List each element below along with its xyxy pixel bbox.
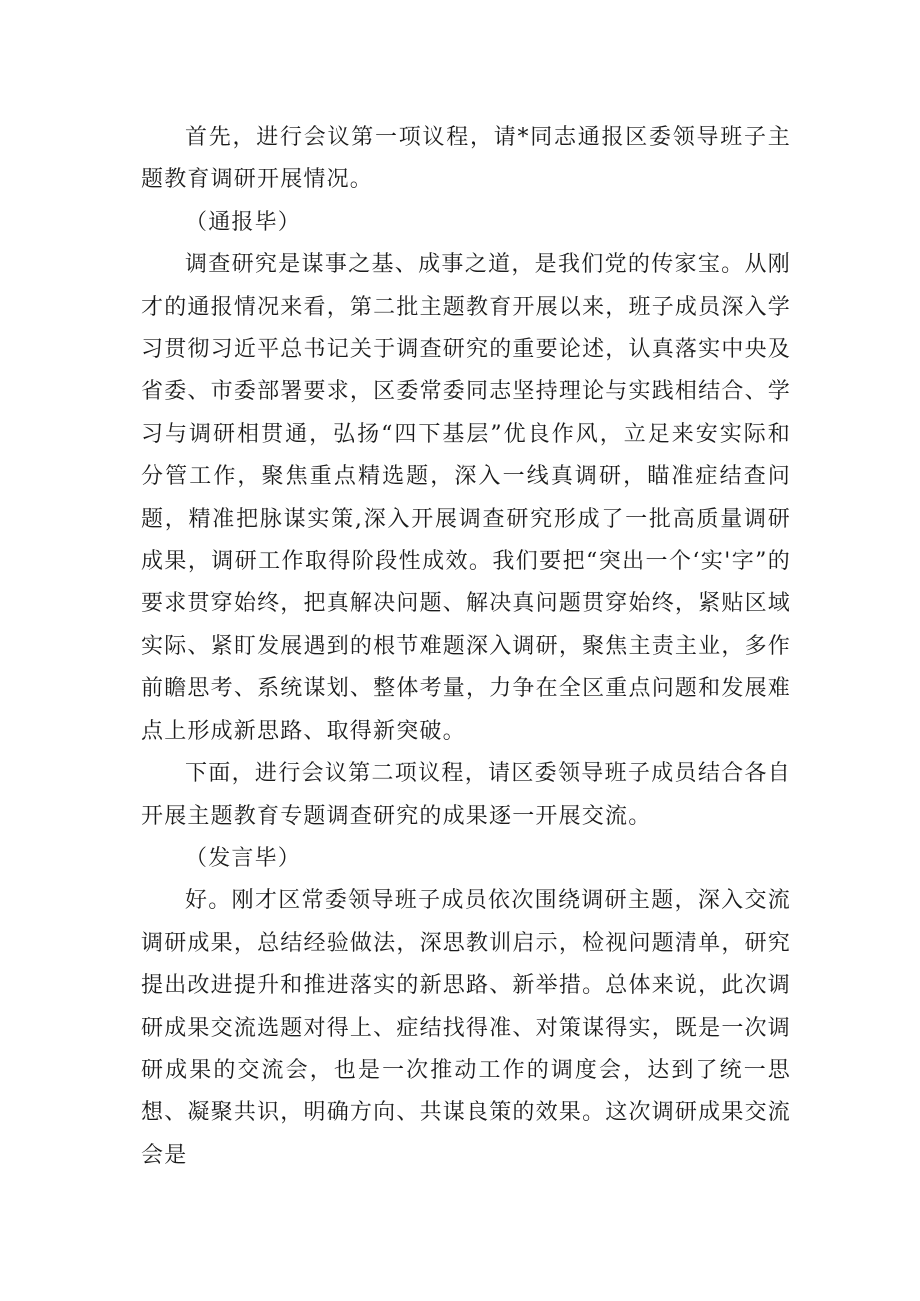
paragraph-agenda-one: 首先，进行会议第一项议程，请*同志通报区委领导班子主题教育调研开展情况。: [141, 125, 791, 193]
note-speech-finished: （发言毕）: [185, 845, 302, 871]
note-report-finished: （通报毕）: [185, 209, 302, 235]
paragraph-exchange-summary: 好。刚才区常委领导班子成员依次围绕调研主题，深入交流调研成果，总结经验做法，深思教训启示，检视问题清单，研究提出改进提升和推进落实的新思路、新举措。总体来说，此次调研成果交流选题对得上、症结找得准、对策谋得实，既是一次调研成果的交流会，也是一次推动工作的调度会，达到了统一思想、凝聚共识，明确方向、共谋良策的效果。这次调研成果交流会是: [141, 888, 791, 1168]
paragraph-agenda-two: 下面，进行会议第二项议程，请区委领导班子成员结合各自开展主题教育专题调查研究的成果逐一开展交流。: [141, 761, 791, 829]
document-body: [141, 117, 791, 1177]
paragraph-research-summary: 调查研究是谋事之基、成事之道，是我们党的传家宝。从刚才的通报情况来看，第二批主题教育开展以来，班子成员深入学习贯彻习近平总书记关于调查研究的重要论述，认真落实中央及省委、市委部署要求，区委常委同志坚持理论与实践相结合、学习与调研相贯通，弘扬“四下基层”优良作风，立足来安实际和分管工作，聚焦重点精选题，深入一线真调研，瞄准症结查问题，精准把脉谋实策,深入开展调查研究形成了一批高质量调研成果，调研工作取得阶段性成效。我们要把“突出一个‘实'字”的要求贯穿始终，把真解决问题、解决真问题贯穿始终，紧贴区域实际、紧盯发展遇到的根节难题深入调研，聚焦主责主业，多作前瞻思考、系统谋划、整体考量，力争在全区重点问题和发展难点上形成新思路、取得新突破。: [141, 252, 791, 744]
